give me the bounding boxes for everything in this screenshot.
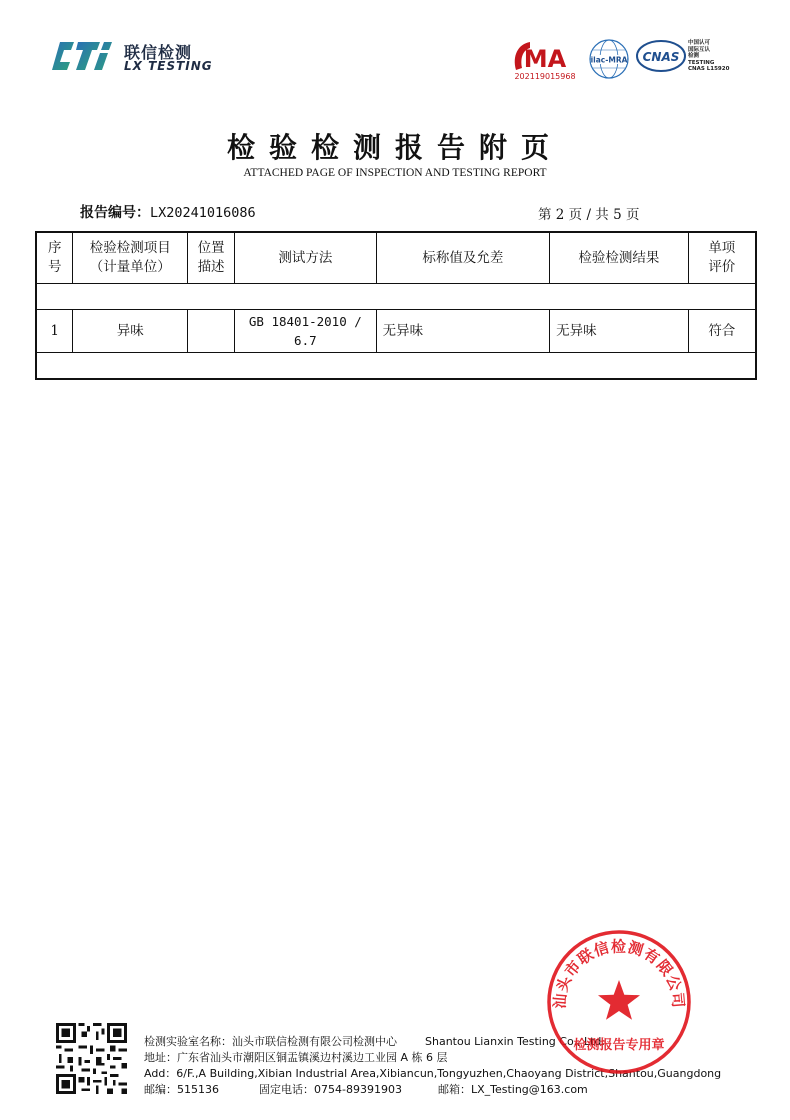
ilac-mra-icon	[588, 38, 630, 80]
report-number	[80, 202, 256, 222]
cell-result: 无异味	[550, 310, 689, 353]
footer-address-en: Add：6/F.,A Building,Xibian Industrial Area,Xibiancun,Tongyuzhen,Chaoyang District,Shantou,Guangdong	[144, 1067, 722, 1080]
header-position: 位置 描述	[188, 232, 235, 284]
table-blank-row	[36, 353, 756, 380]
cell-item: 异味	[73, 310, 188, 353]
table-header-row	[36, 232, 756, 284]
report-number-value: LX20241016086	[150, 205, 256, 221]
svg-text:MA: MA	[523, 45, 567, 73]
page-indicator: 第 2 页 / 共 5 页	[538, 207, 640, 223]
footer-lab-name: 检测实验室名称：汕头市联信检测有限公司检测中心 Shantou Lianxin Testing Co., Ltd.	[144, 1035, 605, 1048]
svg-text:CNAS: CNAS	[642, 50, 680, 64]
table-row	[36, 310, 756, 353]
cma-code: 202119015968	[514, 72, 576, 81]
header-standard: 标称值及允差	[376, 232, 549, 284]
header-method: 测试方法	[235, 232, 377, 284]
qr-code-icon	[56, 1023, 127, 1094]
logo-english-name: LX TESTING	[124, 59, 213, 73]
footer-address-cn: 地址：广东省汕头市潮阳区铜盂镇溪边村溪边工业园 A 栋 6 层	[144, 1051, 448, 1064]
footer-postcode: 邮编：515136	[144, 1083, 219, 1096]
lx-logo-icon	[50, 40, 118, 72]
footer-email: 邮箱：LX_Testing@163.com	[437, 1083, 588, 1096]
footer-lab-name-en: Shantou Lianxin Testing Co., Ltd.	[425, 1035, 605, 1048]
svg-text:ilac-MRA: ilac-MRA	[590, 55, 628, 65]
footer-phone: 固定电话：0754-89391903	[259, 1083, 402, 1096]
table-blank-row	[36, 284, 756, 310]
results-table	[35, 231, 757, 380]
page-subtitle: ATTACHED PAGE OF INSPECTION AND TESTING REPORT	[243, 167, 547, 179]
logo-chinese-name: 联信检测	[124, 43, 193, 62]
company-seal-stamp	[545, 928, 693, 1076]
footer-contact	[144, 1081, 588, 1097]
header-evaluation: 单项 评价	[688, 232, 756, 284]
report-number-label: 报告编号：	[80, 205, 150, 221]
svg-text:汕头市联信检测有限公司: 汕头市联信检测有限公司	[550, 937, 688, 1010]
header-seq: 序 号	[36, 232, 73, 284]
cell-position	[188, 310, 235, 353]
cell-seq: 1	[36, 310, 73, 353]
cell-method: GB 18401-2010 / 6.7	[235, 310, 377, 353]
cnas-accreditation-text: 中国认可 国际互认 检测 TESTING CNAS L15920	[688, 40, 730, 72]
page-title: 检验检测报告附页	[226, 131, 563, 164]
header-item: 检验检测项目 （计量单位）	[73, 232, 188, 284]
header-result: 检验检测结果	[550, 232, 689, 284]
cell-evaluation: 符合	[688, 310, 756, 353]
cell-standard: 无异味	[376, 310, 549, 353]
cnas-mark-icon	[636, 40, 686, 72]
svg-text:检测报告专用章: 检测报告专用章	[573, 1038, 665, 1053]
